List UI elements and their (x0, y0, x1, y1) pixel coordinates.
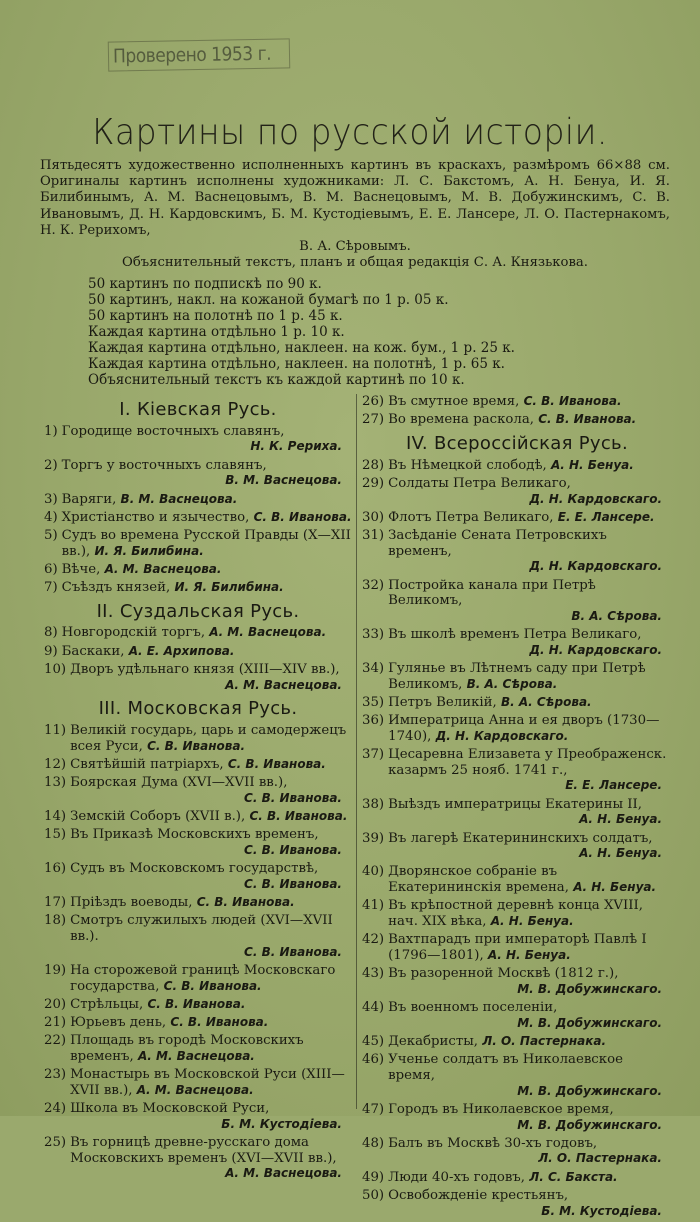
list-item (362, 898, 672, 929)
item-title: Вахтпарадъ при императорѣ Павлѣ I (1796—1801), (388, 932, 647, 963)
item-title: Цесаревна Елизавета у Преображенск. казармъ 25 нояб. 1741 г., (388, 747, 667, 778)
item-body (388, 898, 672, 929)
column-divider (356, 394, 357, 1109)
item-artist: С. В. Иванова. (244, 876, 342, 891)
item-artist: Д. Н. Кардовскаго. (529, 491, 662, 506)
item-artist: В. М. Васнецова. (120, 491, 238, 506)
section-heading: II. Суздальская Русь. (96, 600, 300, 622)
item-title: Императрица Анна и ея дворъ (1730—1740), (388, 713, 660, 744)
item-title: Смотръ служилыхъ людей (XVI—XVII вв.). (70, 913, 333, 944)
list-item (362, 831, 672, 862)
item-artist: А. М. Васнецова. (137, 1048, 255, 1063)
item-body (388, 661, 672, 692)
item-title: Новгородскій торгъ, (61, 625, 206, 641)
list-item (362, 458, 672, 474)
item-body (388, 797, 672, 828)
item-artist: А. Е. Архипова. (128, 643, 235, 658)
item-title: Школа въ Московской Руси, (70, 1100, 270, 1116)
item-number: 42) (362, 932, 385, 948)
item-body (388, 510, 672, 526)
item-body (388, 627, 672, 658)
list-item (362, 578, 672, 625)
list-item (362, 510, 672, 526)
item-number: 49) (362, 1169, 385, 1185)
item-number: 21) (44, 1014, 67, 1030)
item-title: Флотъ Петра Великаго, (388, 509, 554, 525)
item-title: Пріѣздъ воеводы, (70, 894, 193, 910)
item-body (388, 831, 672, 862)
item-number: 40) (362, 864, 385, 880)
item-title: Въ лагерѣ Екатерининскихъ солдатъ, (388, 830, 653, 846)
item-artist: Д. Н. Кардовскаго. (529, 559, 662, 574)
list-item (362, 1188, 672, 1219)
item-artist: С. В. Иванова. (147, 996, 246, 1011)
item-artist: С. В. Иванова. (170, 1014, 269, 1029)
item-title: Въ Нѣмецкой слободѣ, (388, 457, 547, 473)
price-line: Каждая картина отдѣльно, наклеен. на кож. бум., 1 р. 25 к. (88, 340, 515, 356)
item-body (70, 662, 352, 693)
item-number: 4) (44, 509, 58, 525)
list-item (44, 562, 352, 578)
item-body (388, 458, 672, 474)
list-item (362, 864, 672, 895)
item-body (388, 1052, 672, 1099)
list-item (362, 627, 672, 658)
list-item (44, 424, 352, 455)
list-item (362, 797, 672, 828)
item-artist: М. В. Добужинскаго. (517, 1117, 662, 1132)
item-number: 20) (44, 996, 67, 1012)
item-artist: А. Н. Бенуа. (487, 948, 571, 962)
item-title: Судъ во времена Русской Правды (X—XII вв.), (61, 527, 351, 559)
item-body (62, 562, 352, 578)
item-number: 34) (362, 661, 385, 677)
item-artist: Б. М. Кустодіева. (221, 1116, 342, 1131)
item-artist: А. М. Васнецова. (104, 561, 222, 576)
item-body (388, 966, 672, 997)
item-body (70, 723, 352, 754)
list-item (44, 644, 352, 660)
list-item (362, 966, 672, 997)
list-item (44, 809, 352, 825)
item-body (70, 1135, 352, 1182)
list-item (44, 458, 352, 489)
price-line: 50 картинъ, накл. на кожаной бумагѣ по 1 р. 05 к. (88, 292, 449, 308)
item-number: 35) (362, 694, 385, 710)
price-line: 50 картинъ на полотнѣ по 1 р. 45 к. (88, 308, 343, 324)
item-body (62, 492, 352, 508)
list-item (362, 1052, 672, 1099)
item-number: 30) (362, 509, 385, 525)
price-line: 50 картинъ по подпискѣ по 90 к. (88, 276, 322, 292)
item-artist: В. А. Сѣрова. (466, 676, 558, 691)
item-artist: Е. Е. Лансере. (557, 509, 655, 524)
item-body (62, 644, 352, 660)
item-body (388, 1034, 672, 1050)
item-body (388, 1170, 672, 1186)
price-line: Каждая картина отдѣльно 1 р. 10 к. (88, 324, 345, 340)
item-body (62, 458, 352, 489)
item-number: 23) (44, 1067, 67, 1083)
item-artist: С. В. Иванова. (244, 944, 342, 959)
item-number: 19) (44, 962, 67, 978)
list-item (362, 713, 672, 744)
item-number: 37) (362, 747, 385, 763)
list-item (362, 1102, 672, 1133)
item-artist: И. Я. Билибина. (174, 580, 284, 595)
item-title: Дворянское собраніе въ Екатерининскія времена, (388, 864, 569, 896)
section-heading: I. Кіевская Русь. (119, 399, 277, 420)
item-title: Въ крѣпостной деревнѣ конца XVIII, нач. XIX вѣка, (388, 898, 644, 930)
item-number: 9) (44, 643, 58, 659)
item-number: 14) (44, 808, 67, 824)
item-artist: А. Н. Бенуа. (490, 914, 574, 929)
item-title: Городъ въ Николаевское время, (388, 1101, 614, 1117)
price-line: Объяснительный текстъ къ каждой картинѣ по 10 к. (88, 372, 465, 388)
list-item (362, 476, 672, 507)
list-item (44, 1101, 352, 1132)
item-body (388, 695, 672, 711)
list-item (44, 1033, 352, 1064)
item-artist: Л. С. Бакста. (529, 1169, 618, 1184)
list-item (44, 997, 352, 1013)
item-number: 46) (362, 1052, 385, 1068)
item-title: Юрьевъ день, (70, 1014, 167, 1030)
item-artist: В. А. Сѣрова. (571, 608, 662, 623)
list-item (44, 723, 352, 754)
item-artist: М. В. Добужинскаго. (517, 1015, 662, 1030)
item-number: 12) (44, 756, 67, 772)
item-number: 38) (362, 796, 385, 812)
list-item (362, 528, 672, 575)
item-title: Засѣданіе Сената Петровскихъ временъ, (388, 527, 607, 559)
item-body (62, 424, 352, 455)
item-number: 17) (44, 894, 67, 910)
item-number: 28) (362, 457, 385, 473)
item-title: Торгъ у восточныхъ славянъ, (61, 457, 267, 473)
item-title: Городище восточныхъ славянъ, (61, 423, 285, 439)
item-body (62, 580, 352, 596)
item-number: 29) (362, 475, 385, 491)
item-body (70, 1067, 352, 1098)
item-title: Балъ въ Москвѣ 30-хъ годовъ, (388, 1135, 598, 1151)
intro-text: Пятьдесятъ художественно исполненныхъ картинъ въ краскахъ, размѣромъ 66×88 см. Оригиналы картинъ исполнены художниками: Л. С. Бакстомъ, А. Н. Бенуа, И. Я. Билибинымъ, А. М. Васнецовымъ, В. М. Васнецовымъ, М. В. Добужинскимъ, С. В. Ивановымъ, Д. Н. Кардовскимъ, Б. М. Кустодіевымъ, Е. Е. Лансере, Л. О. Пастернакомъ, Н. К. Рерихомъ, (40, 158, 670, 238)
item-title: Петръ Великій, (388, 694, 497, 710)
item-title: Ученье солдатъ въ Николаевское время, (388, 1052, 623, 1083)
item-title: Постройка канала при Петрѣ Великомъ, (388, 577, 596, 609)
item-number: 27) (362, 412, 385, 428)
item-body (70, 1101, 352, 1132)
list-item (44, 1135, 352, 1182)
list-item (44, 1015, 352, 1031)
item-title: Стрѣльцы, (70, 996, 144, 1012)
item-title: На сторожевой границѣ Московскаго государства, (70, 962, 336, 994)
item-title: Боярская Дума (XVI—XVII вв.), (70, 775, 288, 791)
item-body (70, 775, 352, 806)
item-number: 2) (44, 457, 58, 473)
item-body (388, 1136, 672, 1167)
item-artist: М. В. Добужинскаго. (517, 981, 662, 996)
item-title: Дворъ удѣльнаго князя (XIII—XIV вв.), (70, 661, 340, 677)
item-body (388, 932, 672, 963)
item-number: 3) (44, 491, 58, 507)
item-body (62, 510, 352, 526)
list-item (362, 747, 672, 794)
item-body (388, 476, 672, 507)
item-number: 36) (362, 713, 385, 729)
item-number: 48) (362, 1135, 385, 1151)
item-body (70, 861, 352, 892)
item-artist: А. М. Васнецова. (136, 1082, 254, 1097)
item-artist: Д. Н. Кардовскаго. (529, 642, 662, 657)
item-artist: Л. О. Пастернака. (482, 1034, 607, 1049)
item-title: Въ смутное время, (388, 394, 520, 409)
list-item (44, 775, 352, 806)
item-title: Варяги, (61, 491, 117, 507)
item-number: 39) (362, 830, 385, 846)
item-body (388, 578, 672, 625)
item-artist: М. В. Добужинскаго. (517, 1083, 662, 1098)
intro-paragraph (40, 158, 670, 271)
item-title: Въ школѣ временъ Петра Великаго, (388, 627, 642, 643)
item-body (388, 864, 672, 895)
item-number: 31) (362, 527, 385, 543)
item-number: 44) (362, 1000, 385, 1016)
item-number: 11) (44, 722, 67, 738)
item-body (388, 1102, 672, 1133)
item-body (62, 528, 352, 559)
item-title: Земскій Соборъ (XVII в.), (70, 808, 246, 824)
item-artist: А. Н. Бенуа. (579, 846, 662, 861)
list-item (362, 1170, 672, 1186)
item-body (388, 394, 672, 410)
item-number: 18) (44, 913, 67, 929)
item-artist: А. Н. Бенуа. (550, 457, 634, 472)
item-artist: С. В. Иванова. (147, 738, 246, 753)
price-line: Каждая картина отдѣльно, наклеен. на полотнѣ, 1 р. 65 к. (88, 356, 505, 372)
item-number: 47) (362, 1101, 385, 1117)
item-body (388, 528, 672, 575)
item-number: 43) (362, 966, 385, 982)
list-item (44, 580, 352, 596)
item-artist: С. В. Иванова. (163, 978, 262, 993)
item-artist: С. В. Иванова. (523, 394, 622, 408)
item-artist: В. М. Васнецова. (225, 473, 342, 488)
item-title: Люди 40-хъ годовъ, (388, 1169, 525, 1185)
list-item (44, 913, 352, 960)
item-number: 25) (44, 1134, 67, 1150)
item-number: 41) (362, 898, 385, 914)
list-item (44, 662, 352, 693)
list-item (362, 1034, 672, 1050)
item-title: Въ Приказѣ Московскихъ временъ, (70, 827, 319, 843)
item-title: Вѣче, (61, 561, 101, 577)
inventory-stamp: Проверено 1953 г. (108, 38, 290, 71)
list-item (44, 625, 352, 641)
item-artist: Д. Н. Кардовскаго. (435, 728, 569, 743)
item-body (70, 913, 352, 960)
item-artist: Н. К. Рериха. (250, 439, 342, 454)
item-artist: С. В. Иванова. (253, 509, 352, 524)
item-body (70, 1033, 352, 1064)
item-body (388, 747, 672, 794)
list-item (362, 412, 672, 428)
list-item (44, 528, 352, 559)
item-number: 5) (44, 527, 58, 543)
item-title: Съѣздъ князей, (61, 580, 171, 596)
item-number: 6) (44, 561, 58, 577)
item-artist: А. М. Васнецова. (225, 677, 342, 692)
item-title: Великій государь, царь и самодержецъ всея Руси, (70, 722, 347, 754)
item-artist: Л. О. Пастернака. (538, 1151, 662, 1166)
list-item (44, 895, 352, 911)
item-body (70, 1015, 352, 1031)
item-title: Гулянье въ Лѣтнемъ саду при Петрѣ Великомъ, (388, 661, 646, 692)
item-artist: И. Я. Билибина. (94, 543, 204, 558)
item-number: 45) (362, 1034, 385, 1050)
list-item (362, 661, 672, 692)
item-number: 1) (44, 423, 58, 439)
list-item (44, 492, 352, 508)
item-body (70, 895, 352, 911)
item-body (70, 827, 352, 858)
item-title: Въ военномъ поселеніи, (388, 1000, 558, 1016)
item-body (388, 713, 672, 744)
item-number: 26) (362, 394, 385, 409)
item-artist: С. В. Иванова. (244, 842, 342, 857)
item-artist: В. А. Сѣрова. (500, 694, 592, 709)
item-title: Монастырь въ Московской Руси (XIII—XVII вв.), (70, 1067, 345, 1098)
item-number: 16) (44, 861, 67, 877)
item-number: 8) (44, 625, 58, 641)
item-artist: Б. М. Кустодіева. (541, 1203, 662, 1218)
item-title: Святѣйшій патріархъ, (70, 756, 224, 772)
item-artist: С. В. Иванова. (244, 790, 342, 805)
list-item (362, 394, 672, 410)
item-body (388, 1000, 672, 1031)
item-number: 10) (44, 661, 67, 677)
list-item (44, 963, 352, 994)
intro-last-artist: В. А. Сѣровымъ. (299, 239, 411, 255)
item-title: Христіанство и язычество, (61, 509, 250, 525)
list-item (362, 932, 672, 963)
right-column (362, 394, 672, 1222)
list-item (44, 861, 352, 892)
item-title: Во времена раскола, (388, 412, 535, 428)
list-item (44, 510, 352, 526)
editor-credit: Объяснительный текстъ, планъ и общая редакція С. А. Князькова. (122, 255, 588, 271)
item-number: 22) (44, 1033, 67, 1049)
item-artist: Е. Е. Лансере. (565, 778, 662, 793)
list-item (44, 827, 352, 858)
item-title: Освобожденіе крестьянъ, (388, 1187, 569, 1203)
item-artist: А. М. Васнецова. (225, 1166, 342, 1181)
item-body (70, 963, 352, 994)
list-item (44, 1067, 352, 1098)
item-body (388, 412, 672, 428)
item-title: Судъ въ Московскомъ государствѣ, (70, 861, 319, 877)
item-body (70, 809, 352, 825)
item-artist: С. В. Иванова. (227, 756, 326, 771)
item-number: 50) (362, 1187, 385, 1203)
item-body (70, 997, 352, 1013)
item-title: Баскаки, (61, 643, 125, 659)
item-body (62, 625, 352, 641)
item-number: 7) (44, 580, 58, 596)
price-list (88, 276, 608, 388)
list-item (44, 757, 352, 773)
item-body (70, 757, 352, 773)
item-title: Въ разоренной Москвѣ (1812 г.), (388, 966, 619, 982)
item-title: Декабристы, (388, 1034, 479, 1050)
item-title: Площадь въ городѣ Московскихъ временъ, (70, 1033, 304, 1064)
item-number: 15) (44, 827, 67, 843)
item-body (388, 1188, 672, 1219)
list-item (362, 1000, 672, 1031)
list-item (362, 695, 672, 711)
left-column (44, 394, 352, 1184)
item-artist: А. Н. Бенуа. (579, 812, 662, 827)
page-title: Картины по русской исторіи. (92, 110, 608, 153)
item-title: Солдаты Петра Великаго, (388, 475, 571, 491)
section-heading: III. Московская Русь. (98, 698, 298, 720)
item-artist: С. В. Иванова. (196, 894, 295, 909)
item-artist: С. В. Иванова. (538, 412, 637, 427)
section-heading: IV. Всероссійская Русь. (406, 432, 628, 454)
item-artist: С. В. Иванова. (249, 808, 348, 823)
item-number: 33) (362, 627, 385, 643)
item-title: Въ горницѣ древне-русскаго дома Московскихъ временъ (XVI—XVII вв.), (70, 1134, 337, 1166)
item-number: 24) (44, 1100, 67, 1116)
item-number: 13) (44, 775, 67, 791)
item-artist: А. Н. Бенуа. (573, 880, 657, 895)
item-artist: А. М. Васнецова. (209, 625, 327, 640)
item-title: Выѣздъ императрицы Екатерины II, (388, 796, 643, 812)
item-number: 32) (362, 577, 385, 593)
list-item (362, 1136, 672, 1167)
